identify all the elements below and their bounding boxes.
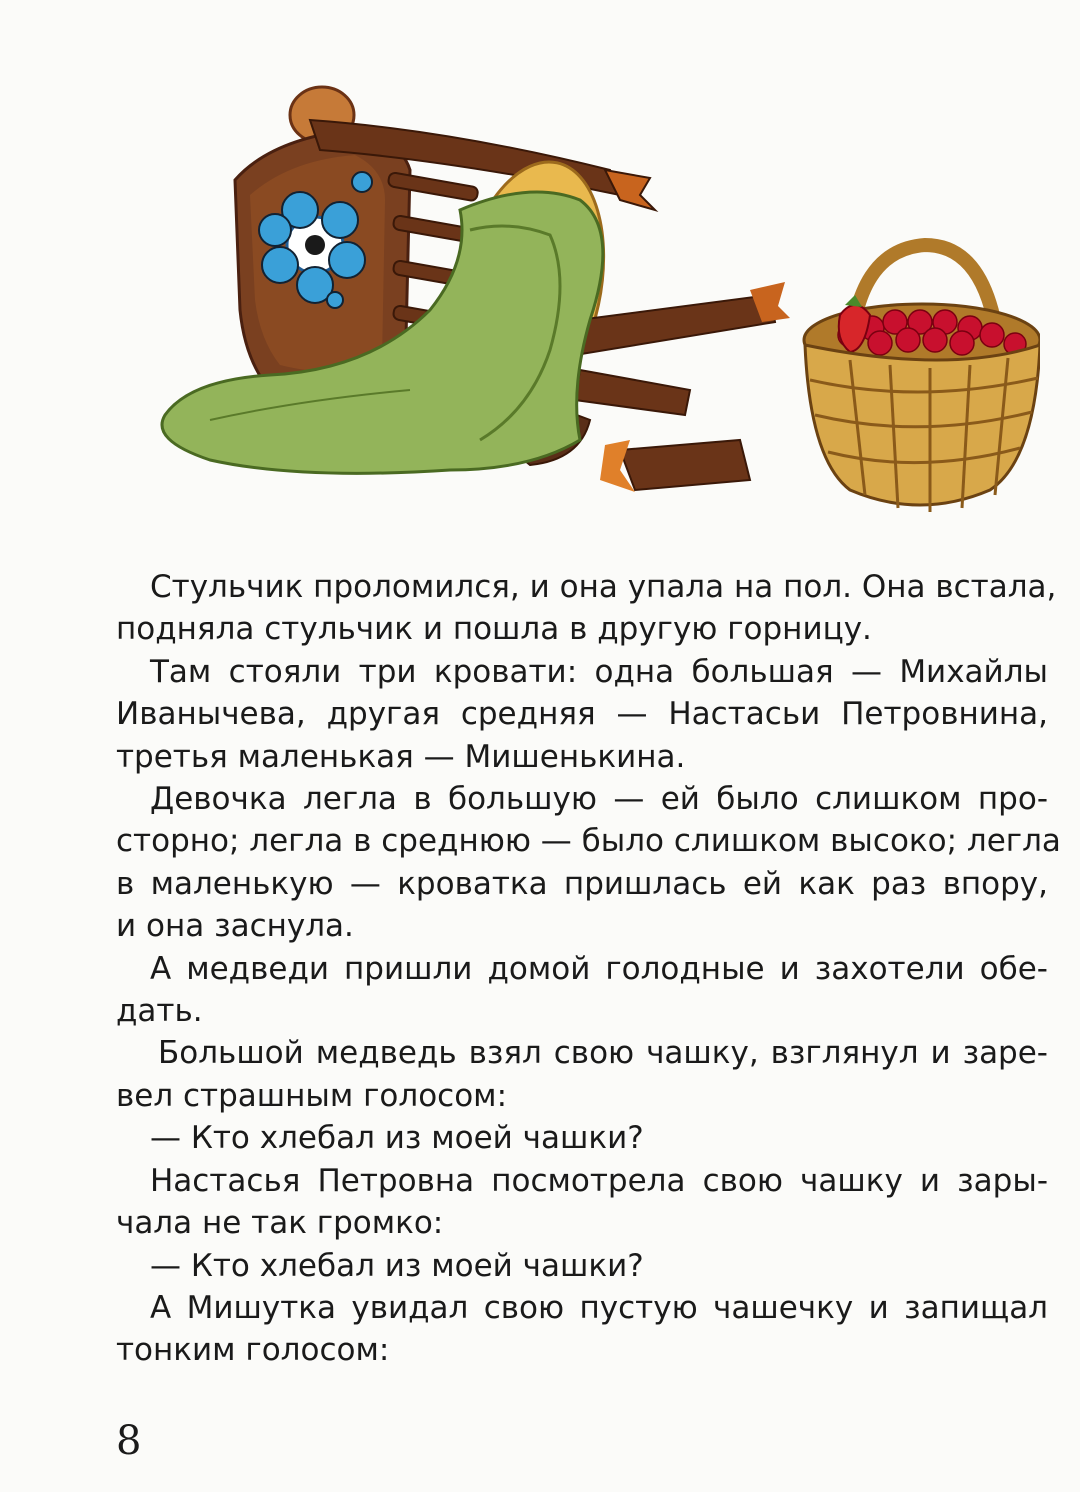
story-illustration	[150, 60, 1040, 540]
text-line: Настасья Петровна посмотрела свою чашку и зары-	[150, 1162, 1048, 1199]
text-line: вел страшным голосом:	[116, 1077, 508, 1114]
text-line: тонким голосом:	[116, 1332, 390, 1369]
page-number: 8	[116, 1418, 142, 1464]
text-line: Иванычева, другая средняя — Настасьи Петровнина,	[116, 696, 1048, 733]
text-line: сторно; легла в среднюю — было слишком высоко; легла	[116, 823, 1061, 860]
text-line: подняла стульчик и пошла в другую горницу.	[116, 611, 872, 648]
text-line: Стульчик проломился, и она упала на пол. Она встала,	[150, 569, 1057, 605]
illustration-svg	[150, 60, 1040, 540]
text-line: третья маленькая — Мишенькина.	[116, 738, 686, 775]
text-line: и она заснула.	[116, 908, 354, 945]
text-line: Большой медведь взял свою чашку, взглянул и заре-	[158, 1035, 1048, 1072]
text-line: — Кто хлебал из моей чашки?	[150, 1120, 644, 1157]
text-line: в маленькую — кроватка пришлась ей как раз впору,	[116, 865, 1048, 902]
text-line: — Кто хлебал из моей чашки?	[150, 1247, 644, 1284]
broken-chair-icon	[162, 87, 790, 492]
text-line: Там стояли три кровати: одна большая — Михайлы	[150, 653, 1048, 690]
text-line: А медведи пришли домой голодные и захотели обе-	[150, 950, 1048, 987]
text-line: дать.	[116, 993, 203, 1030]
text-line: А Мишутка увидал свою пустую чашечку и запищал	[150, 1289, 1048, 1326]
text-line: чала не так громко:	[116, 1205, 444, 1242]
text-line: Девочка легла в большую — ей было слишком про-	[150, 781, 1048, 818]
story-text	[116, 566, 1061, 1372]
berry-basket-icon	[804, 245, 1040, 512]
